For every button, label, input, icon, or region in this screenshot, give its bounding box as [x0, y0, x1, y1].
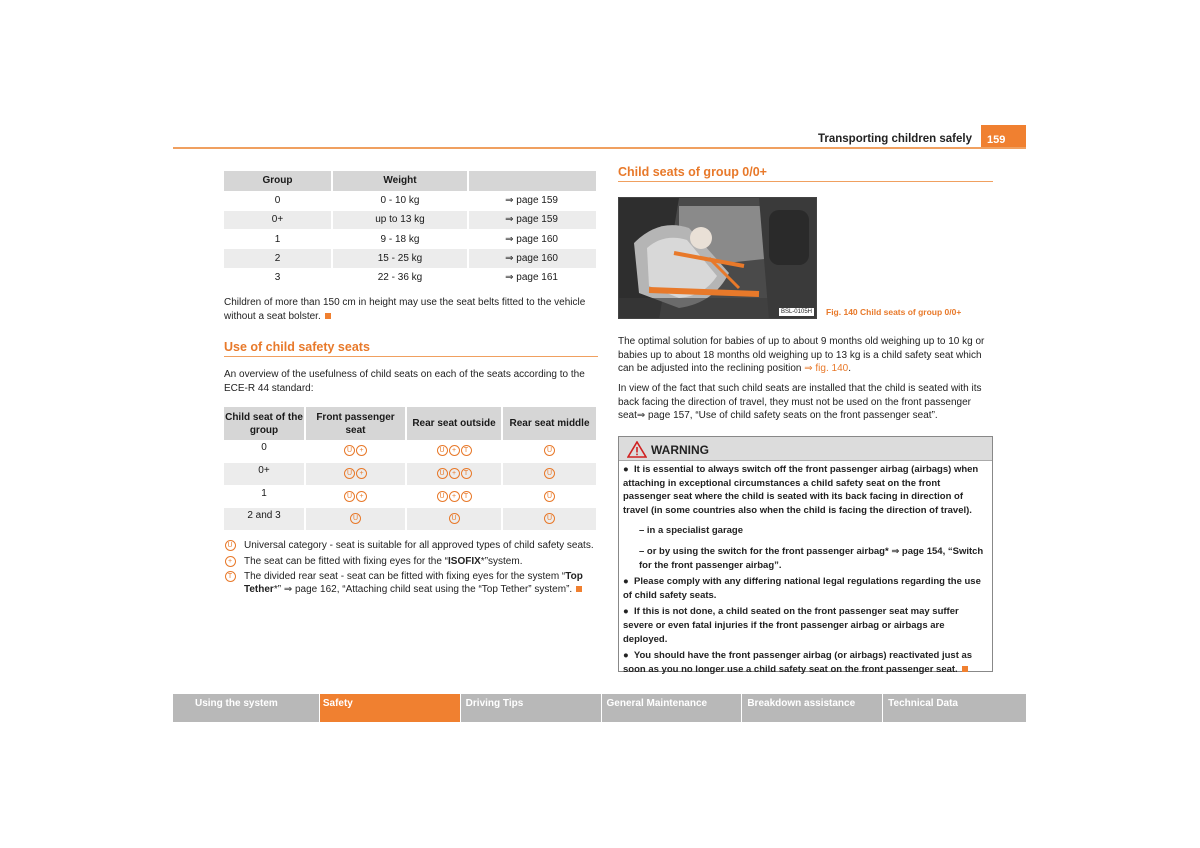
end-marker-icon — [962, 666, 968, 672]
group-cell: 0+ — [224, 463, 305, 486]
group-cell: 0+ — [224, 210, 332, 229]
warning-subitem: – or by using the switch for the front passenger airbag* ⇒ page 154, “Switch for the front passenger airbag”. — [639, 545, 984, 571]
table-row — [224, 440, 597, 463]
belt-note — [224, 296, 598, 323]
weight-cell: 15 - 25 kg — [332, 249, 468, 268]
universal-icon: U — [544, 445, 555, 456]
warning-triangle-icon — [627, 441, 647, 458]
page-number: 159 — [981, 125, 1026, 149]
header-rear-outside: Rear seat outside — [406, 407, 502, 440]
footer-chapter-tabs — [173, 694, 1026, 722]
universal-icon: U — [344, 491, 355, 502]
front-seat-cell — [305, 485, 406, 508]
weight-cell: up to 13 kg — [332, 210, 468, 229]
table-row — [224, 508, 597, 531]
universal-icon: U — [437, 491, 448, 502]
warning-item: ● Please comply with any differing national legal regulations regarding the use of child safety seats. — [623, 576, 981, 601]
rear-outside-cell — [406, 508, 502, 531]
top-tether-icon: T — [461, 445, 472, 456]
warning-title: WARNING — [651, 443, 709, 457]
header-child-group: Child seat of the group — [224, 407, 305, 440]
table-row — [224, 230, 597, 249]
top-tether-icon: T — [461, 468, 472, 479]
top-tether-icon: T — [225, 571, 236, 582]
end-marker-icon — [576, 586, 582, 592]
isofix-icon: + — [449, 491, 460, 502]
section-rule — [618, 181, 993, 182]
table-header-row — [224, 171, 597, 191]
table-row — [224, 268, 597, 287]
universal-icon: U — [344, 445, 355, 456]
group0-paragraph-2: In view of the fact that such child seats are installed that the child is seated with its back facing the direction of travel, they must not be used on the front passenger seat⇒ page 157, “Use of child safety seats on the front passenger seat”. — [618, 383, 982, 422]
legend-top-tether — [224, 570, 604, 598]
tab-general-maintenance[interactable]: General Maintenance — [602, 694, 742, 722]
tab-breakdown-assistance[interactable]: Breakdown assistance — [742, 694, 882, 722]
page-ref-link[interactable]: ⇒ page 160 — [468, 230, 597, 249]
car-interior-illustration — [619, 198, 817, 319]
isofix-icon: + — [225, 556, 236, 567]
seat-suitability-table — [224, 407, 598, 531]
legend-universal — [224, 539, 604, 553]
group0-paragraph-1: The optimal solution for babies of up to about 9 months old weighing up to 10 kg or babies up to about 18 months old weighing up to 13 kg is a child safety seat which can be adjusted into the reclining position ⇒ fig. 140. — [618, 336, 985, 375]
tab-driving-tips[interactable]: Driving Tips — [461, 694, 601, 722]
group-weight-table — [224, 171, 598, 288]
legend-isofix — [224, 555, 604, 569]
section-title-group0: Child seats of group 0/0+ — [618, 165, 767, 179]
page-ref-link[interactable]: ⇒ page 159 — [468, 191, 597, 210]
universal-icon: U — [449, 513, 460, 524]
warning-subitem: – in a specialist garage — [639, 525, 744, 537]
page-ref-link[interactable]: ⇒ page 159 — [468, 210, 597, 229]
isofix-icon: + — [356, 445, 367, 456]
tab-using-the-system[interactable]: Using the system — [173, 694, 319, 722]
weight-cell: 0 - 10 kg — [332, 191, 468, 210]
warning-body — [623, 463, 989, 679]
legend-top-tether-text: The divided rear seat - seat can be fitted with fixing eyes for the system “Top Tether*” ⇒ page 162, “Attaching child seat using the “Top Tether” system”. — [244, 571, 583, 595]
group-cell: 2 — [224, 249, 332, 268]
warning-item: ● You should have the front passenger airbag (or airbags) reactivated just as soon as you no longer use a child safety seat on the front passenger seat. — [623, 650, 973, 675]
rear-middle-cell — [502, 485, 597, 508]
warning-item: ● It is essential to always switch off the front passenger airbag (airbags) when attaching in exceptional circumstances a child safety seat on the front passenger seat where the child is seated with its back facing in direction of travel (in some countries also when the child is facing the direction of travel). — [623, 464, 979, 516]
front-seat-cell — [305, 440, 406, 463]
header-weight: Weight — [332, 171, 468, 191]
group-cell: 0 — [224, 440, 305, 463]
isofix-icon: + — [449, 468, 460, 479]
universal-icon: U — [544, 513, 555, 524]
rear-outside-cell — [406, 463, 502, 486]
header-rear-middle: Rear seat middle — [502, 407, 597, 440]
rear-middle-cell — [502, 440, 597, 463]
isofix-icon: + — [449, 445, 460, 456]
universal-icon: U — [350, 513, 361, 524]
rear-outside-cell — [406, 485, 502, 508]
top-tether-icon: T — [461, 491, 472, 502]
universal-icon: U — [437, 468, 448, 479]
legend-isofix-text: The seat can be fitted with fixing eyes for the “ISOFIX*”system. — [244, 556, 523, 567]
figure-link[interactable]: ⇒ fig. 140 — [804, 363, 849, 375]
belt-note-text: Children of more than 150 cm in height may use the seat belts fitted to the vehicle without a seat bolster. — [224, 297, 586, 322]
figure-code: BSL-0105H — [780, 309, 812, 315]
table-header-row — [224, 407, 597, 440]
weight-cell: 9 - 18 kg — [332, 230, 468, 249]
universal-icon: U — [544, 468, 555, 479]
child-seat-photo — [618, 197, 817, 319]
table-row — [224, 463, 597, 486]
front-seat-cell — [305, 463, 406, 486]
section-rule — [224, 356, 598, 357]
header-reference — [468, 171, 597, 191]
header-group: Group — [224, 171, 332, 191]
tab-technical-data[interactable]: Technical Data — [883, 694, 1026, 722]
running-header: Transporting children safely — [817, 133, 972, 145]
isofix-icon: + — [356, 491, 367, 502]
warning-header — [619, 437, 992, 461]
page-ref-link[interactable]: ⇒ page 160 — [468, 249, 597, 268]
group-cell: 1 — [224, 485, 305, 508]
legend-universal-text: Universal category - seat is suitable for all approved types of child safety seats. — [244, 540, 594, 551]
rear-outside-cell — [406, 440, 502, 463]
rear-middle-cell — [502, 508, 597, 531]
table-row — [224, 191, 597, 210]
header-front-seat: Front passenger seat — [305, 407, 406, 440]
front-seat-cell — [305, 508, 406, 531]
group-cell: 1 — [224, 230, 332, 249]
isofix-icon: + — [356, 468, 367, 479]
group-cell: 2 and 3 — [224, 508, 305, 531]
warning-item: ● If this is not done, a child seated on the front passenger seat may suffer severe or even fatal injuries if the front passenger airbag or airbags are deployed. — [623, 606, 959, 645]
table-row — [224, 485, 597, 508]
universal-icon: U — [437, 445, 448, 456]
group-cell: 3 — [224, 268, 332, 287]
universal-icon: U — [544, 491, 555, 502]
group-cell: 0 — [224, 191, 332, 210]
tab-safety[interactable]: Safety — [320, 694, 460, 722]
table-row — [224, 249, 597, 268]
section-title-use: Use of child safety seats — [224, 340, 370, 354]
universal-icon: U — [225, 540, 236, 551]
table-row — [224, 210, 597, 229]
figure-caption: Fig. 140 Child seats of group 0/0+ — [826, 307, 962, 317]
universal-icon: U — [344, 468, 355, 479]
header-rule — [173, 147, 1026, 149]
end-marker-icon — [325, 313, 331, 319]
section-intro: An overview of the usefulness of child seats on each of the seats according to the ECE-R 44 standard: — [224, 369, 585, 394]
rear-middle-cell — [502, 463, 597, 486]
weight-cell: 22 - 36 kg — [332, 268, 468, 287]
page-ref-link[interactable]: ⇒ page 161 — [468, 268, 597, 287]
warning-box — [618, 436, 993, 675]
